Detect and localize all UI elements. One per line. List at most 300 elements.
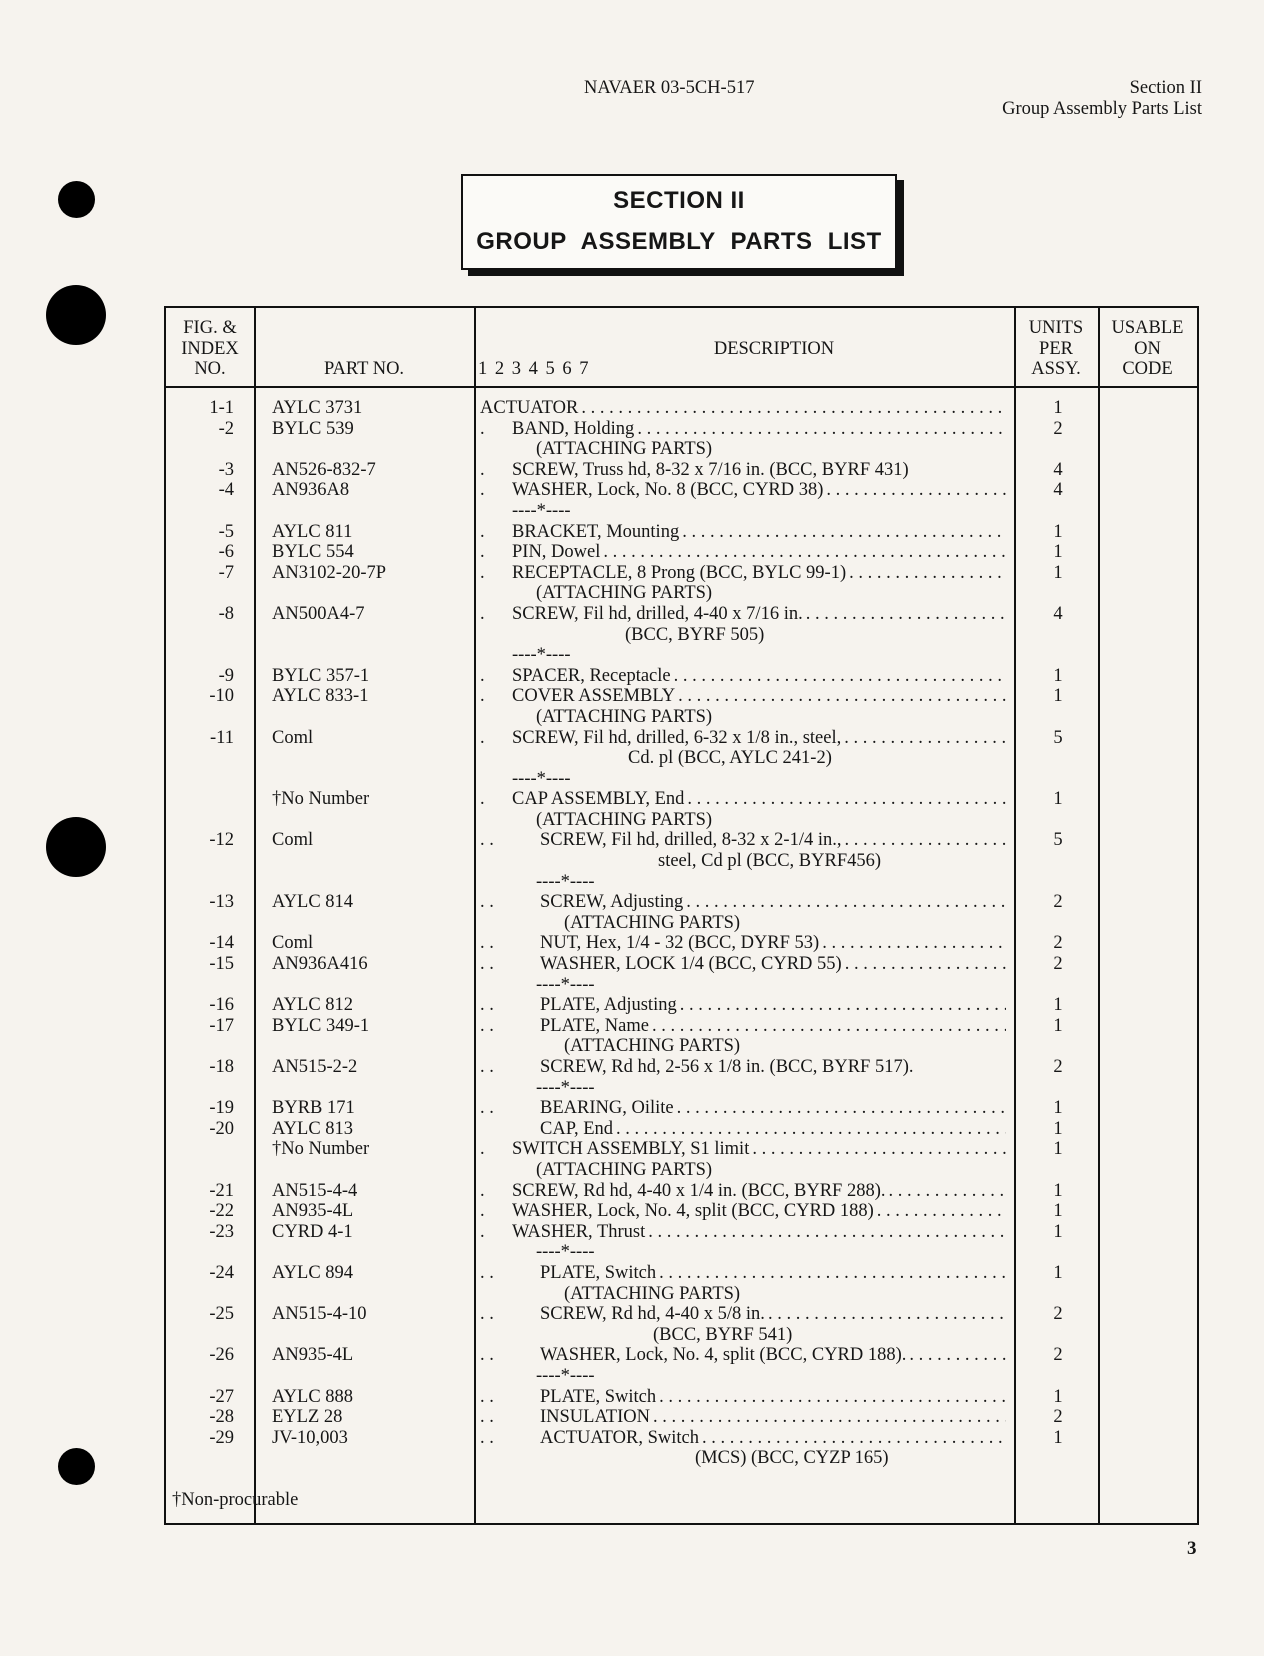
description-text: PLATE, Switch xyxy=(540,1386,657,1407)
indent-dots: . xyxy=(480,521,485,542)
description-text: (BCC, BYRF 541) xyxy=(653,1324,793,1345)
description-text: steel, Cd pl (BCC, BYRF456) xyxy=(658,851,882,872)
units-per-assembly: 1 xyxy=(1053,789,1063,810)
description-text: WASHER, LOCK 1/4 (BCC, CYRD 55) xyxy=(540,954,842,975)
description-text: NUT, Hex, 1/4 - 32 (BCC, DYRF 53) xyxy=(540,933,820,954)
table-row xyxy=(166,1428,1197,1449)
separator: ----*---- xyxy=(536,974,595,995)
dot-leader xyxy=(909,1345,1006,1366)
dot-leader xyxy=(652,1016,1006,1037)
header-description xyxy=(474,339,1014,360)
description xyxy=(480,1181,1006,1202)
table-row xyxy=(166,1304,1197,1325)
header-units-per-assy xyxy=(1014,318,1098,380)
description xyxy=(480,1201,1006,1222)
description xyxy=(480,892,1006,913)
part-number: AYLC 3731 xyxy=(272,398,363,418)
table-row xyxy=(166,1036,1197,1057)
units-per-assembly: 2 xyxy=(1053,1345,1063,1366)
description-text: SCREW, Rd hd, 4-40 x 1/4 in. (BCC, BYRF 288). xyxy=(512,1180,886,1201)
table-row xyxy=(166,1325,1197,1346)
dot-leader xyxy=(844,728,1006,749)
table-row xyxy=(166,954,1197,975)
table-row xyxy=(166,1448,1197,1469)
page-number: 3 xyxy=(1187,1538,1197,1559)
part-number: EYLZ 28 xyxy=(272,1407,343,1428)
units-per-assembly: 4 xyxy=(1053,603,1063,624)
separator: ----*---- xyxy=(512,500,571,521)
table-row xyxy=(166,1016,1197,1037)
description xyxy=(480,1119,1006,1140)
units-per-assembly: 1 xyxy=(1053,1015,1063,1036)
part-number: Coml xyxy=(272,727,314,748)
part-number: CYRD 4-1 xyxy=(272,1221,353,1242)
description xyxy=(480,501,1006,522)
description-text: SWITCH ASSEMBLY, S1 limit xyxy=(512,1139,750,1160)
indent-dots: . xyxy=(480,418,485,439)
dot-leader xyxy=(659,1387,1006,1408)
table-row xyxy=(166,748,1197,769)
index-number: -14 xyxy=(209,933,234,954)
indent-dots: . xyxy=(480,542,485,563)
description xyxy=(480,933,1006,954)
description xyxy=(480,1407,1006,1428)
units-per-assembly: 1 xyxy=(1053,542,1063,563)
indent-dots: . . xyxy=(480,954,494,975)
dot-leader xyxy=(659,1263,1006,1284)
units-per-assembly: 2 xyxy=(1053,954,1063,975)
index-number: -26 xyxy=(209,1345,234,1366)
description-text: ACTUATOR xyxy=(480,398,579,418)
index-number: -15 xyxy=(209,954,234,975)
dot-leader xyxy=(581,398,1006,419)
table-row xyxy=(166,1366,1197,1387)
description xyxy=(480,583,1006,604)
description-text: WASHER, Lock, No. 8 (BCC, CYRD 38) xyxy=(512,480,824,501)
units-per-assembly: 1 xyxy=(1053,1221,1063,1242)
table-row xyxy=(166,1284,1197,1305)
indent-dots: . xyxy=(480,789,485,810)
attaching-parts-label: (ATTACHING PARTS) xyxy=(564,1036,741,1057)
units-per-assembly: 1 xyxy=(1053,398,1063,418)
part-number: Coml xyxy=(272,933,314,954)
header-text: DESCRIPTION xyxy=(713,339,835,359)
table-row xyxy=(166,1119,1197,1140)
description xyxy=(480,1284,1006,1305)
description-text: WASHER, Lock, No. 4, split (BCC, CYRD 188). xyxy=(540,1345,907,1366)
index-number: -12 xyxy=(209,830,234,851)
table-row xyxy=(166,501,1197,522)
dot-leader xyxy=(674,666,1006,687)
description xyxy=(480,419,1006,440)
index-number: -20 xyxy=(209,1118,234,1139)
dot-leader xyxy=(826,480,1006,501)
description xyxy=(480,645,1006,666)
section-title-label: Group Assembly Parts List xyxy=(1002,99,1202,119)
index-number: -29 xyxy=(209,1427,234,1448)
part-number: AN515-4-4 xyxy=(272,1180,358,1201)
description-text: COVER ASSEMBLY xyxy=(512,686,676,707)
table-row xyxy=(166,1098,1197,1119)
description-text: PLATE, Adjusting xyxy=(540,995,677,1016)
indent-dots: . xyxy=(480,1221,485,1242)
index-number: -6 xyxy=(218,542,234,563)
header-text: USABLE xyxy=(1111,318,1184,338)
table-row xyxy=(166,1201,1197,1222)
description xyxy=(480,439,1006,460)
description-text: BRACKET, Mounting xyxy=(512,521,680,542)
index-number: -7 xyxy=(218,562,234,583)
dot-leader xyxy=(677,1098,1006,1119)
parts-list-table xyxy=(164,306,1199,1525)
description xyxy=(480,1304,1006,1325)
description xyxy=(480,1428,1006,1449)
header-indent-levels: 1 2 3 4 5 6 7 xyxy=(478,359,589,379)
index-number: -17 xyxy=(209,1015,234,1036)
binder-hole xyxy=(46,817,106,877)
indent-dots: . . xyxy=(480,995,494,1016)
dot-leader xyxy=(637,419,1006,440)
part-number: AN3102-20-7P xyxy=(272,562,387,583)
part-number: AYLC 894 xyxy=(272,1262,354,1283)
table-row xyxy=(166,563,1197,584)
table-row xyxy=(166,522,1197,543)
table-row xyxy=(166,645,1197,666)
table-row xyxy=(166,830,1197,851)
description xyxy=(480,830,1006,851)
indent-dots: . . xyxy=(480,1015,494,1036)
separator: ----*---- xyxy=(536,1077,595,1098)
description-text: INSULATION xyxy=(540,1407,650,1428)
index-number: -9 xyxy=(218,665,234,686)
footnote: †Non-procurable xyxy=(172,1490,299,1510)
part-number: AYLC 811 xyxy=(272,521,353,542)
part-number: AN515-2-2 xyxy=(272,1057,358,1077)
section-label: Section II xyxy=(1129,78,1202,98)
indent-dots: . . xyxy=(480,1057,494,1077)
description xyxy=(480,686,1006,707)
index-number: -19 xyxy=(209,1098,234,1119)
units-per-assembly: 1 xyxy=(1053,1180,1063,1201)
header-text: CODE xyxy=(1122,359,1173,379)
indent-dots: . . xyxy=(480,1304,494,1325)
description-text: CAP, End xyxy=(540,1118,613,1139)
description-text: WASHER, Lock, No. 4, split (BCC, CYRD 188) xyxy=(512,1201,874,1222)
table-row xyxy=(166,810,1197,831)
description-text: Cd. pl (BCC, AYLC 241-2) xyxy=(628,748,832,769)
part-number: †No Number xyxy=(272,1139,370,1160)
part-number: AN936A416 xyxy=(272,954,368,975)
part-number: †No Number xyxy=(272,789,370,810)
index-number: -4 xyxy=(218,480,234,501)
table-row xyxy=(166,625,1197,646)
description xyxy=(480,1325,1006,1346)
table-row xyxy=(166,1160,1197,1181)
description-text: SCREW, Adjusting xyxy=(540,892,684,913)
index-number: -8 xyxy=(218,603,234,624)
index-number: -16 xyxy=(209,995,234,1016)
dot-leader xyxy=(702,1428,1006,1449)
attaching-parts-label: (ATTACHING PARTS) xyxy=(536,706,713,727)
units-per-assembly: 1 xyxy=(1053,1427,1063,1448)
description xyxy=(480,542,1006,563)
index-number: 1-1 xyxy=(209,398,234,418)
description xyxy=(480,522,1006,543)
indent-dots: . . xyxy=(480,1262,494,1283)
part-number: BYLC 349-1 xyxy=(272,1015,370,1036)
dot-leader xyxy=(616,1119,1006,1140)
description-text: SCREW, Fil hd, drilled, 8-32 x 2-1/4 in., xyxy=(540,830,842,851)
part-number: AN935-4L xyxy=(272,1345,354,1366)
indent-dots: . xyxy=(480,459,485,480)
separator: ----*---- xyxy=(512,768,571,789)
table-row xyxy=(166,1242,1197,1263)
table-row xyxy=(166,707,1197,728)
table-row xyxy=(166,872,1197,893)
table-row xyxy=(166,439,1197,460)
dot-leader xyxy=(682,522,1006,543)
description-text: PLATE, Name xyxy=(540,1015,649,1036)
part-number: BYLC 357-1 xyxy=(272,665,370,686)
part-number: AN936A8 xyxy=(272,480,350,501)
part-number: AYLC 888 xyxy=(272,1386,354,1407)
description xyxy=(480,728,1006,749)
units-per-assembly: 1 xyxy=(1053,665,1063,686)
description xyxy=(480,872,1006,893)
table-body xyxy=(166,398,1197,1469)
description xyxy=(480,789,1006,810)
table-row xyxy=(166,851,1197,872)
indent-dots: . xyxy=(480,1139,485,1160)
table-row xyxy=(166,769,1197,790)
description xyxy=(480,707,1006,728)
attaching-parts-label: (ATTACHING PARTS) xyxy=(564,1283,741,1304)
indent-dots: . . xyxy=(480,933,494,954)
table-row xyxy=(166,460,1197,481)
description xyxy=(480,769,1006,790)
description-text: WASHER, Thrust xyxy=(512,1221,646,1242)
index-number: -28 xyxy=(209,1407,234,1428)
index-number: -2 xyxy=(218,418,234,439)
indent-dots: . xyxy=(480,665,485,686)
binder-hole xyxy=(46,285,106,345)
binder-hole xyxy=(58,1448,95,1485)
separator: ----*---- xyxy=(512,645,571,666)
description-text: SPACER, Receptacle xyxy=(512,665,671,686)
units-per-assembly: 1 xyxy=(1053,521,1063,542)
units-per-assembly: 1 xyxy=(1053,995,1063,1016)
description xyxy=(480,913,1006,934)
indent-dots: . xyxy=(480,1201,485,1222)
header-text: ASSY. xyxy=(1031,359,1081,379)
index-number: -3 xyxy=(218,459,234,480)
dot-leader xyxy=(845,830,1007,851)
part-number: BYLC 554 xyxy=(272,542,354,563)
units-per-assembly: 2 xyxy=(1053,892,1063,913)
description xyxy=(480,1222,1006,1243)
units-per-assembly: 2 xyxy=(1053,1057,1063,1077)
table-row xyxy=(166,1387,1197,1408)
indent-dots: . xyxy=(480,480,485,501)
table-row xyxy=(166,1078,1197,1099)
part-number: JV-10,003 xyxy=(272,1427,348,1448)
indent-dots: . . xyxy=(480,830,494,851)
part-number: AN935-4L xyxy=(272,1201,354,1222)
attaching-parts-label: (ATTACHING PARTS) xyxy=(536,583,713,604)
description-text: ACTUATOR, Switch xyxy=(540,1427,699,1448)
part-number: AYLC 812 xyxy=(272,995,354,1016)
attaching-parts-label: (ATTACHING PARTS) xyxy=(536,809,713,830)
header-text: FIG. & xyxy=(183,318,237,338)
part-number: BYRB 171 xyxy=(272,1098,355,1119)
header-text: UNITS xyxy=(1028,318,1084,338)
description xyxy=(480,851,1006,872)
separator: ----*---- xyxy=(536,1365,595,1386)
description-text: PLATE, Switch xyxy=(540,1262,657,1283)
dot-leader xyxy=(678,686,1006,707)
dot-leader xyxy=(877,1201,1006,1222)
units-per-assembly: 2 xyxy=(1053,1304,1063,1325)
header-part-no: PART NO. xyxy=(323,359,405,379)
separator: ----*---- xyxy=(536,1242,595,1263)
dot-leader xyxy=(806,604,1006,625)
units-per-assembly: 2 xyxy=(1053,933,1063,954)
description xyxy=(480,995,1006,1016)
description xyxy=(480,480,1006,501)
dot-leader xyxy=(849,563,1006,584)
table-row xyxy=(166,1222,1197,1243)
table-row xyxy=(166,480,1197,501)
description xyxy=(480,1366,1006,1387)
header-text: ON xyxy=(1134,338,1161,359)
table-row xyxy=(166,1345,1197,1366)
table-row xyxy=(166,1139,1197,1160)
table-row xyxy=(166,542,1197,563)
indent-dots: . . xyxy=(480,1345,494,1366)
table-row xyxy=(166,975,1197,996)
index-number: -21 xyxy=(209,1180,234,1201)
dot-leader xyxy=(686,892,1006,913)
index-number: -10 xyxy=(209,686,234,707)
description-text: SCREW, Fil hd, drilled, 4-40 x 7/16 in. xyxy=(512,603,803,624)
index-number: -11 xyxy=(210,727,234,748)
description-text: BEARING, Oilite xyxy=(540,1098,674,1119)
units-per-assembly: 1 xyxy=(1053,1201,1063,1222)
dot-leader xyxy=(822,933,1006,954)
table-row xyxy=(166,1057,1197,1078)
units-per-assembly: 1 xyxy=(1053,1098,1063,1119)
separator: ----*---- xyxy=(536,871,595,892)
description xyxy=(480,954,1006,975)
description-text: SCREW, Truss hd, 8-32 x 7/16 in. (BCC, BYRF 431) xyxy=(512,459,909,480)
index-number: -27 xyxy=(209,1386,234,1407)
units-per-assembly: 4 xyxy=(1053,480,1063,501)
table-row xyxy=(166,1407,1197,1428)
attaching-parts-label: (ATTACHING PARTS) xyxy=(536,439,713,460)
description xyxy=(480,563,1006,584)
table-row xyxy=(166,398,1197,419)
units-per-assembly: 1 xyxy=(1053,1118,1063,1139)
part-number: AN500A4-7 xyxy=(272,603,365,624)
units-per-assembly: 1 xyxy=(1053,1386,1063,1407)
table-row xyxy=(166,686,1197,707)
index-number: -18 xyxy=(209,1057,234,1077)
description xyxy=(480,398,1006,419)
index-number: -22 xyxy=(209,1201,234,1222)
running-header xyxy=(1002,78,1202,120)
table-row xyxy=(166,1181,1197,1202)
part-number: AN526-832-7 xyxy=(272,459,376,480)
indent-dots: . xyxy=(480,562,485,583)
description xyxy=(480,666,1006,687)
indent-dots: . xyxy=(480,603,485,624)
header-text: PER xyxy=(1039,338,1073,359)
section-heading: SECTION II xyxy=(613,187,745,214)
description-text: SCREW, Rd hd, 2-56 x 1/8 in. (BCC, BYRF 517). xyxy=(540,1057,914,1077)
units-per-assembly: 4 xyxy=(1053,459,1063,480)
description xyxy=(480,460,1006,481)
part-number: BYLC 539 xyxy=(272,418,354,439)
dot-leader xyxy=(648,1222,1006,1243)
description xyxy=(480,1016,1006,1037)
index-number: -13 xyxy=(209,892,234,913)
dot-leader xyxy=(888,1181,1006,1202)
header-text: INDEX xyxy=(181,338,239,359)
units-per-assembly: 1 xyxy=(1053,1139,1063,1160)
description xyxy=(480,1387,1006,1408)
description xyxy=(480,1057,1006,1078)
description-text: SCREW, Rd hd, 4-40 x 5/8 in. xyxy=(540,1304,765,1325)
description-text: (BCC, BYRF 505) xyxy=(625,624,765,645)
description xyxy=(480,1448,1006,1469)
index-number: -25 xyxy=(209,1304,234,1325)
description xyxy=(480,1036,1006,1057)
indent-dots: . . xyxy=(480,1098,494,1119)
table-row xyxy=(166,789,1197,810)
document-number: NAVAER 03-5CH-517 xyxy=(584,78,755,98)
description xyxy=(480,1139,1006,1160)
description xyxy=(480,1263,1006,1284)
index-number: -5 xyxy=(218,521,234,542)
section-title-box xyxy=(461,174,897,270)
index-number: -23 xyxy=(209,1221,234,1242)
dot-leader xyxy=(653,1407,1006,1428)
dot-leader xyxy=(768,1304,1006,1325)
description-text: PIN, Dowel xyxy=(512,542,601,563)
part-number: AYLC 814 xyxy=(272,892,354,913)
description-text: CAP ASSEMBLY, End xyxy=(512,789,685,810)
description-text: BAND, Holding xyxy=(512,418,635,439)
header-fig-index xyxy=(166,318,254,380)
attaching-parts-label: (ATTACHING PARTS) xyxy=(564,912,741,933)
table-row xyxy=(166,583,1197,604)
table-row xyxy=(166,933,1197,954)
description xyxy=(480,975,1006,996)
dot-leader xyxy=(680,995,1006,1016)
description xyxy=(480,1098,1006,1119)
header-text: NO. xyxy=(194,359,226,379)
description xyxy=(480,604,1006,625)
description xyxy=(480,1345,1006,1366)
section-subheading: GROUP ASSEMBLY PARTS LIST xyxy=(476,228,882,255)
description-text: RECEPTACLE, 8 Prong (BCC, BYLC 99-1) xyxy=(512,562,847,583)
dot-leader xyxy=(603,542,1006,563)
description xyxy=(480,625,1006,646)
description xyxy=(480,810,1006,831)
dot-leader xyxy=(845,954,1006,975)
description xyxy=(480,1242,1006,1263)
indent-dots: . xyxy=(480,686,485,707)
